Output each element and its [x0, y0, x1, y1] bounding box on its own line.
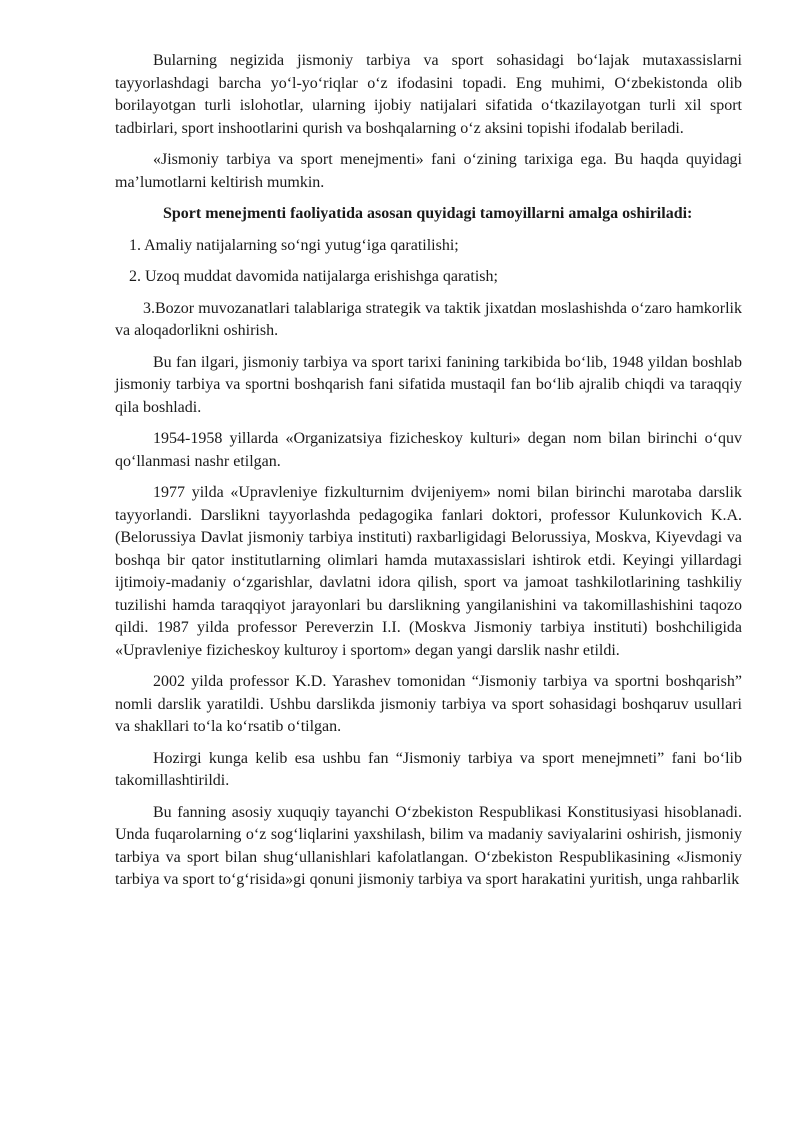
paragraph-1954: 1954-1958 yillarda «Organizatsiya fizicheskoy kulturi» degan nom bilan birinchi o‘quv qo‘llanmasi nashr etilgan. [115, 430, 742, 470]
paragraph-2002: 2002 yilda professor K.D. Yarashev tomonidan “Jismoniy tarbiya va sportni boshqarish” nomli darslik yaratildi. Ushbu darslikda jismoniy tarbiya va sport sohasidagi boshqaruv usullari va shakllari to‘la ko‘rsatib o‘tilgan. [115, 673, 742, 735]
paragraph-intro: Bularning negizida jismoniy tarbiya va sport sohasidagi bo‘lajak mutaxassislarni tayyorlashdagi barcha yo‘l-yo‘riqlar o‘z ifodasini topadi. Eng muhimi, O‘zbekistonda olib borilayotgan turli islohotlar, ularning ijobiy natijalari sifatida o‘tkazilayotgan turli xil sport tadbirlari, sport inshootlarini qurish va boshqalarning o‘z aksini topishi ifodalab beriladi. [115, 52, 742, 137]
paragraph-current: Hozirgi kunga kelib esa ushbu fan “Jismoniy tarbiya va sport menejmneti” fani bo‘lib takomillashtirildi. [115, 749, 742, 789]
paragraph-history: «Jismoniy tarbiya va sport menejmenti» fani o‘zining tarixiga ega. Bu haqda quyidagi ma’lumotlarni keltirish mumkin. [115, 151, 742, 191]
list-item-1: 1. Amaliy natijalarning so‘ngi yutug‘iga qaratilishi; [129, 236, 459, 254]
section-heading: Sport menejmenti faoliyatida asosan quyidagi tamoyillarni amalga oshiriladi: [163, 205, 693, 222]
list-item-3: 3.Bozor muvozanatlari talablariga strategik va taktik jixatdan moslashishda o‘zaro hamkorlik va aloqadorlikni oshirish. [115, 299, 742, 339]
paragraph-1948: Bu fan ilgari, jismoniy tarbiya va sport tarixi fanining tarkibida bo‘lib, 1948 yildan boshlab jismoniy tarbiya va sportni boshqarish fani sifatida mustaqil fan bo‘lib ajralib chiqdi va taraqqiy qila boshladi. [115, 353, 742, 416]
list-item-2: 2. Uzoq muddat davomida natijalarga erishishga qaratish; [129, 268, 498, 285]
paragraph-legal-basis: Bu fanning asosiy xuquqiy tayanchi O‘zbekiston Respublikasi Konstitusiyasi hisoblanadi. Unda fuqarolarning o‘z sog‘liqlarini yaxshilash, bilim va madaniy saviyalarini oshirish, jismoniy tarbiya va sport bilan shug‘ullanishlari kafolatlangan. O‘zbekiston Respublikasining «Jismoniy tarbiya va sport to‘g‘risida»gi qonuni jismoniy tarbiya va sport harakatini yuritish, unga rahbarlik [115, 803, 742, 888]
page-body [115, 50, 742, 901]
paragraph-1977: 1977 yilda «Upravleniye fizkulturnim dvijeniyem» nomi bilan birinchi marotaba darslik tayyorlandi. Darslikni tayyorlashda pedagogika fanlari doktori, professor Kulunkovich K.A. (Belorussiya Davlat jismoniy tarbiya instituti) raxbarligidagi Belorussiya, Moskva, Kiyevdagi va boshqa bir qator institutlarning olimlari hamda mutaxassislari ishtirok etdi. Keyingi yillardagi ijtimoiy-madaniy o‘zgarishlar, davlatni idora qilish, sport va jamoat tashkilotlarining tashkiliy tuzilishi hamda taraqqiyot jarayonlari bu darslikning yangilanishini va takomillashishini taqozo qildi. 1987 yilda professor Pereverzin I.I. (Moskva Jismoniy tarbiya instituti) boshchiligida «Upravleniye fizicheskoy kulturoy i sportom» degan yangi darslik nashr etildi. [115, 484, 742, 659]
